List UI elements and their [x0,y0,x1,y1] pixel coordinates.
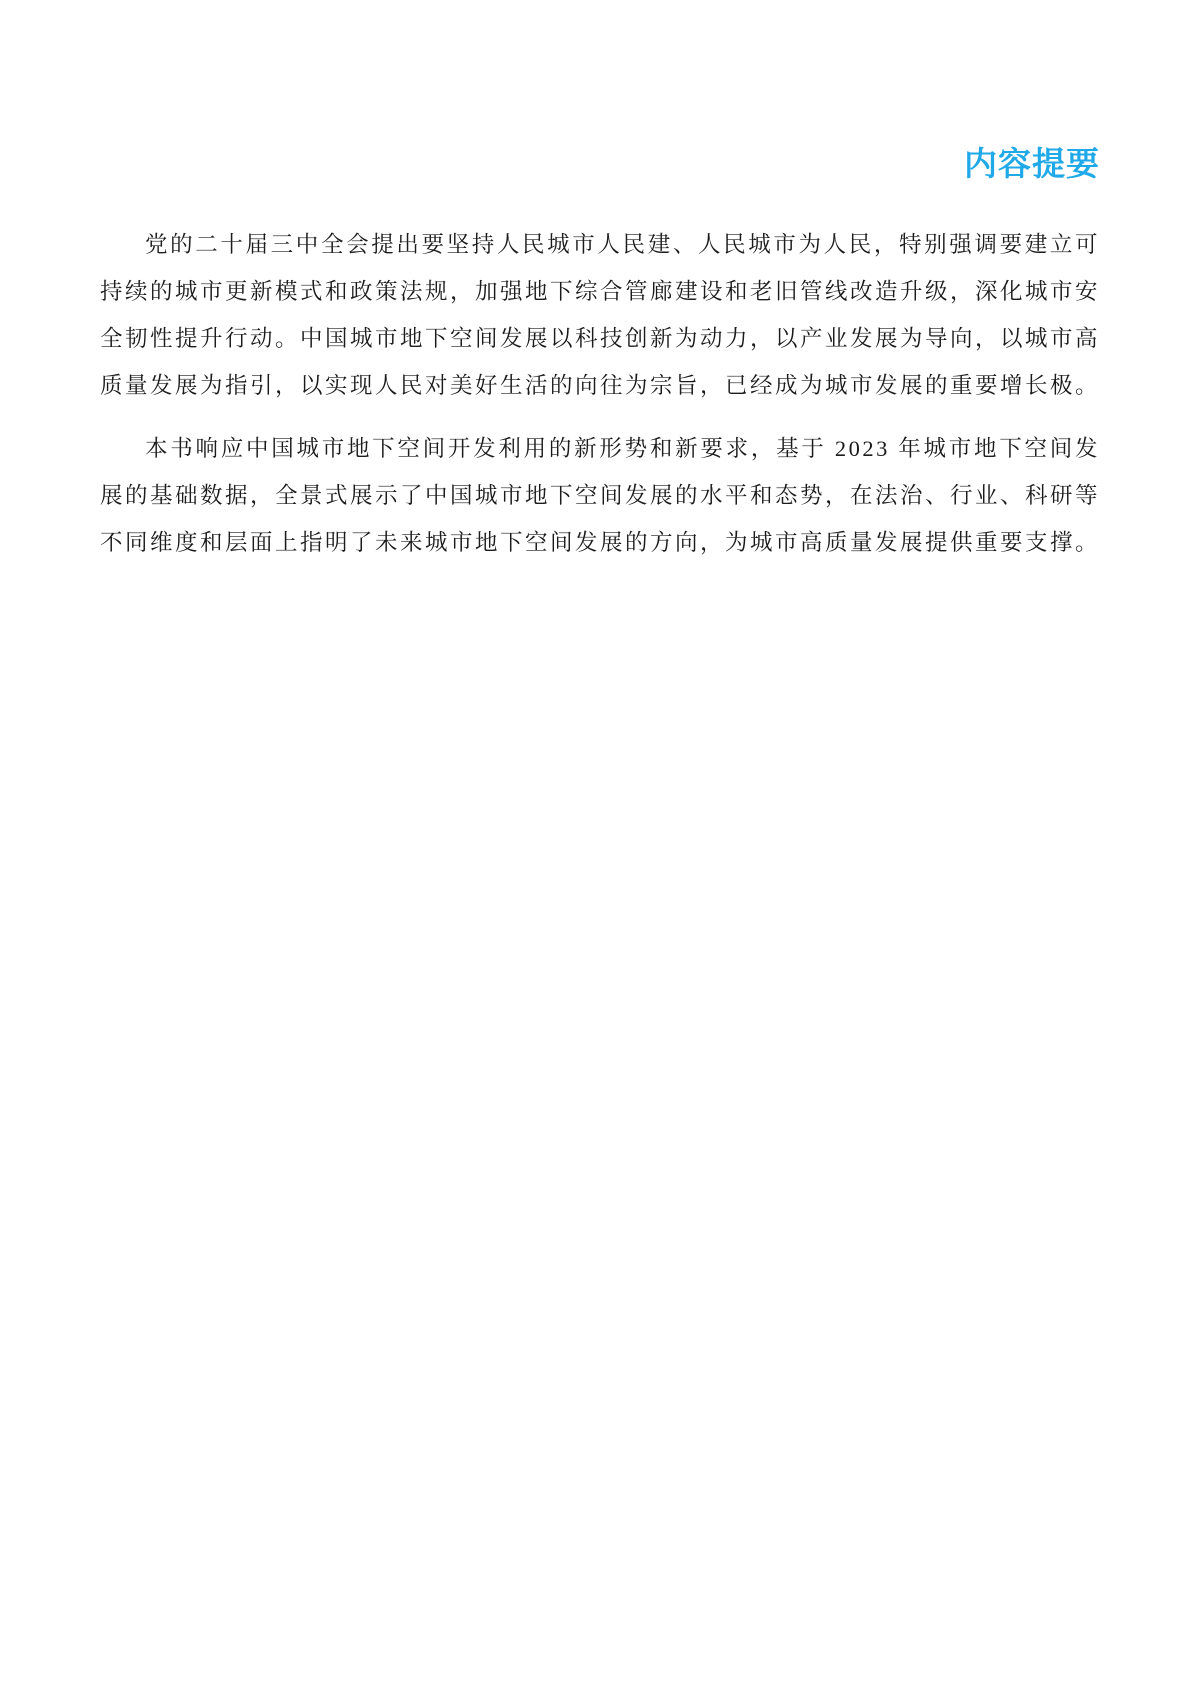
page-title: 内容提要 [964,145,1100,182]
paragraph-2: 本书响应中国城市地下空间开发利用的新形势和新要求，基于 2023 年城市地下空间发展的基础数据，全景式展示了中国城市地下空间发展的水平和态势，在法治、行业、科研等不同维度和层面上指明了未来城市地下空间发展的方向，为城市高质量发展提供重要支撑。 [100,436,1101,555]
paragraph-1: 党的二十届三中全会提出要坚持人民城市人民建、人民城市为人民，特别强调要建立可持续的城市更新模式和政策法规，加强地下综合管廊建设和老旧管线改造升级，深化城市安全韧性提升行动。中国城市地下空间发展以科技创新为动力，以产业发展为导向，以城市高质量发展为指引，以实现人民对美好生活的向往为宗旨，已经成为城市发展的重要增长极。 [100,232,1101,398]
